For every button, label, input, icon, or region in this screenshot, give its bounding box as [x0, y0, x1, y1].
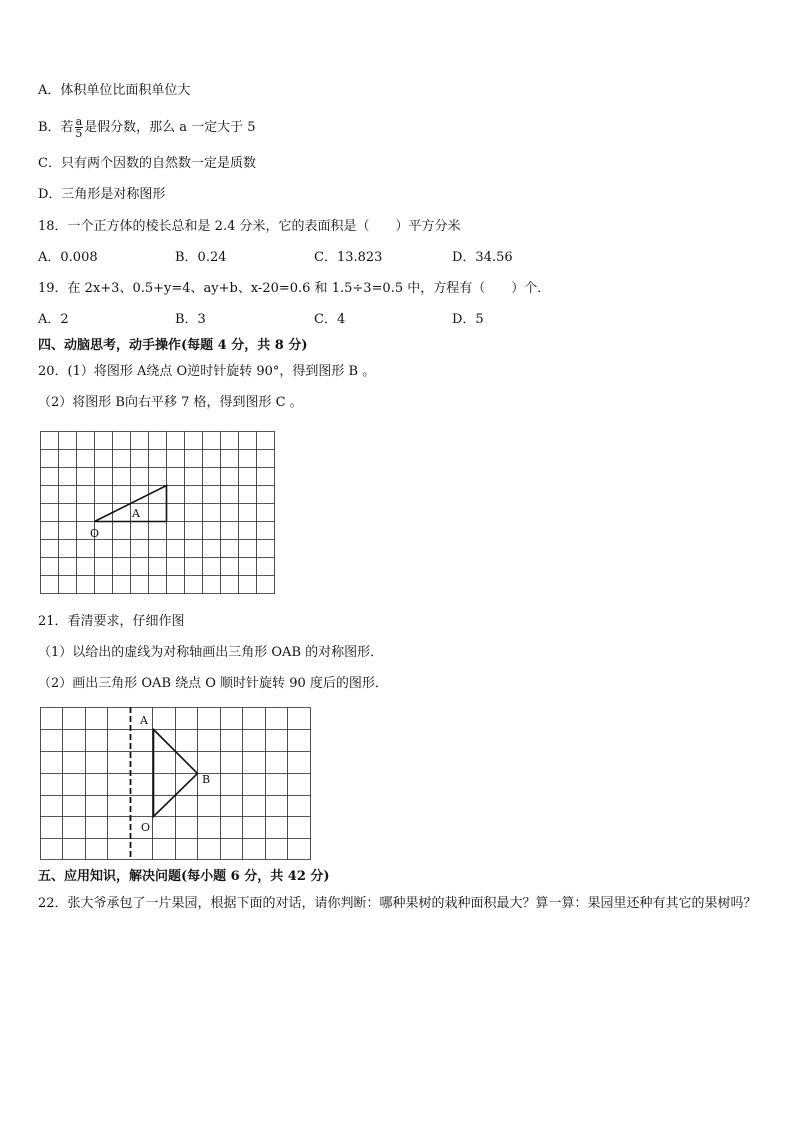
q20-line-1: 20．(1）将图形 A绕点 O逆时针旋转 90°，得到图形 B 。 [38, 364, 376, 379]
label-a: A [140, 714, 148, 727]
q18-option-c: C．13.823 [314, 250, 383, 265]
q18-stem: 18．一个正方体的棱长总和是 2.4 分米，它的表面积是（ ）平方分米 [38, 219, 461, 234]
q17-option-b-prefix: B．若 [38, 120, 74, 135]
q19-option-b: B．3 [175, 312, 206, 327]
label-a: A [132, 507, 140, 520]
fraction-denominator: 5 [75, 127, 83, 140]
q18-option-a: A．0.008 [38, 250, 98, 265]
q20-line-2: （2）将图形 B向右平移 7 格，得到图形 C 。 [38, 395, 303, 410]
q21-grid-figure [40, 707, 312, 860]
q17-option-b [38, 116, 256, 139]
q17-option-b-suffix: 是假分数，那么 a 一定大于 5 [84, 120, 256, 135]
fraction-numerator: a [75, 115, 83, 128]
q21-stem: 21．看清要求，仔细作图 [38, 614, 185, 629]
q20-grid-lines [41, 432, 275, 594]
q22-text: 22．张大爷承包了一片果园，根据下面的对话，请你判断：哪种果树的栽种面积最大？算一算：果园里还种有其它的果树吗？ [38, 896, 757, 911]
q19-option-a: A．2 [38, 312, 69, 327]
label-o: O [141, 821, 151, 834]
q19-stem: 19．在 2x+3、0.5+y=4、ay+b、x-20=0.6 和 1.5÷3=0.5 中，方程有（ ）个． [38, 281, 551, 296]
q17-option-a: A．体积单位比面积单位大 [38, 83, 191, 98]
q19-option-c: C．4 [314, 312, 346, 327]
fraction-a-over-5 [75, 116, 84, 139]
section-4-heading: 四、动脑思考，动手操作(每题 4 分，共 8 分) [38, 338, 308, 353]
q18-option-b: B．0.24 [175, 250, 227, 265]
q21-line-2: （2）画出三角形 OAB 绕点 O 顺时针旋转 90 度后的图形． [38, 676, 388, 691]
q21-line-1: （1）以给出的虚线为对称轴画出三角形 OAB 的对称图形． [38, 645, 384, 660]
q18-option-d: D．34.56 [452, 250, 513, 265]
q17-option-d: D．三角形是对称图形 [38, 187, 166, 202]
label-b: B [202, 773, 211, 786]
section-5-heading: 五、应用知识，解决问题(每小题 6 分，共 42 分) [38, 869, 330, 884]
q17-option-c: C．只有两个因数的自然数一定是质数 [38, 156, 256, 171]
label-o: O [90, 527, 100, 540]
q21-grid-lines [41, 708, 311, 860]
q20-grid-figure [40, 431, 276, 595]
q19-option-d: D．5 [452, 312, 484, 327]
